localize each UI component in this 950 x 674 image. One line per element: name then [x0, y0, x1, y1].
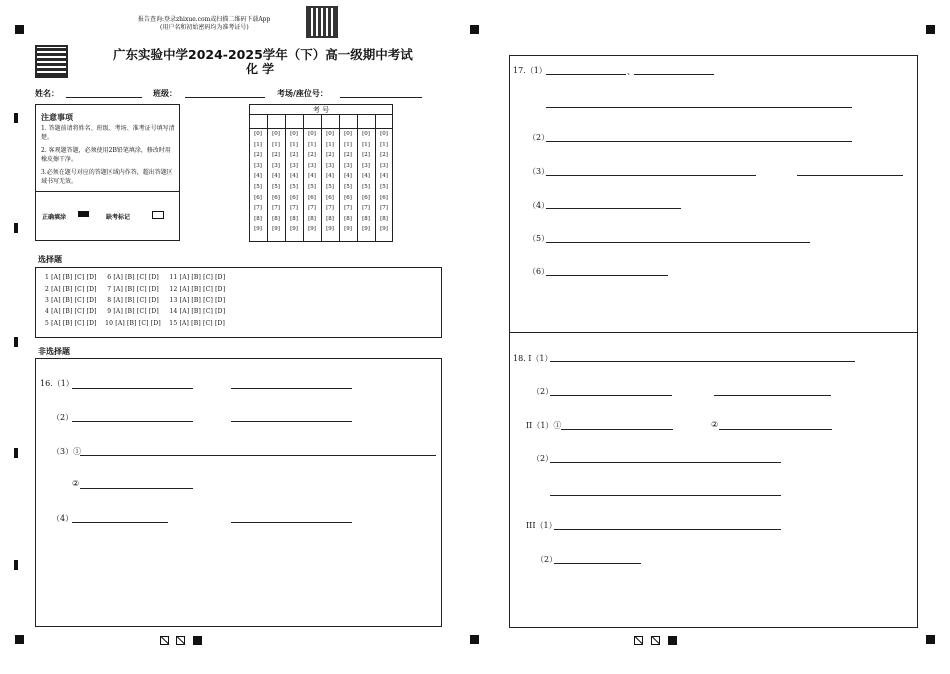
exam-digit-bubble[interactable]: [6]	[308, 194, 316, 201]
exam-digit-bubble[interactable]: [0]	[308, 131, 316, 137]
exam-subject: 化 学	[246, 62, 275, 76]
exam-digit-bubble[interactable]: [0]	[344, 131, 352, 137]
exam-digit-bubble[interactable]: [7]	[308, 205, 316, 212]
exam-digit-bubble[interactable]: [4]	[290, 173, 298, 180]
q16-1-blank-a[interactable]	[72, 388, 193, 389]
q17-3-blank-b[interactable]	[797, 175, 903, 176]
exam-digit-bubble[interactable]: [2]	[290, 152, 298, 159]
q18-iii2-label: （2）	[536, 555, 558, 564]
exam-digit-bubble[interactable]: [4]	[362, 173, 370, 180]
class-label: 班级：	[153, 89, 177, 98]
exam-digit-bubble[interactable]: [7]	[326, 205, 334, 212]
q18-ii1-label: II（1）①	[526, 421, 562, 430]
exam-digit-bubble[interactable]: [5]	[326, 184, 334, 190]
exam-digit-bubble[interactable]: [5]	[290, 184, 298, 190]
choice-row[interactable]: 1 [A] [B] [C] [D] 6 [A] [B] [C] [D] 11 [A] [B] [C] [D]	[45, 274, 226, 281]
exam-digit-bubble[interactable]: [5]	[308, 184, 316, 190]
page-mark-diag	[176, 636, 185, 645]
exam-digit-bubble[interactable]: [9]	[326, 226, 334, 233]
exam-digit-bubble[interactable]: [8]	[272, 215, 280, 222]
exam-digit-bubble[interactable]: [2]	[344, 152, 352, 159]
exam-digit-bubble[interactable]: [6]	[326, 194, 334, 201]
exam-digit-bubble[interactable]: [8]	[290, 215, 298, 222]
q17-3-blank-a[interactable]	[546, 175, 756, 176]
exam-digit-bubble[interactable]: [4]	[254, 173, 262, 180]
q16-2-label: （2）	[52, 413, 74, 422]
q16-3-blank-b[interactable]	[80, 488, 193, 489]
exam-digit-bubble[interactable]: [2]	[272, 152, 280, 159]
exam-digit-bubble[interactable]: [1]	[380, 141, 388, 148]
report-notice: 报告查询:登录zhixue.com或扫描二维码下载App	[138, 16, 271, 23]
exam-digit-bubble[interactable]: [8]	[254, 215, 262, 222]
q17-3-label: （3）	[528, 167, 550, 176]
q17-5-blank[interactable]	[546, 242, 810, 243]
q18-ii1-blank-b[interactable]	[719, 429, 832, 430]
q18-i2-blank-b[interactable]	[714, 395, 831, 396]
instruction-item: 3.必须在题号对应的答题区域内作答，超出答题区域书写无效。	[41, 169, 173, 185]
side-tick	[14, 560, 18, 570]
corner-mark-tl	[15, 25, 24, 34]
choice-row[interactable]: 3 [A] [B] [C] [D] 8 [A] [B] [C] [D] 13 [A] [B] [C] [D]	[45, 297, 226, 304]
exam-digit-bubble[interactable]: [3]	[272, 162, 280, 169]
side-tick	[14, 223, 18, 233]
q18-answer-box	[509, 332, 918, 628]
q17-4-label: （4）	[528, 201, 550, 210]
exam-digit-bubble[interactable]: [9]	[308, 226, 316, 233]
exam-digit-bubble[interactable]: [7]	[290, 205, 298, 212]
exam-digit-bubble[interactable]: [7]	[254, 205, 262, 212]
exam-digit-bubble[interactable]: [8]	[308, 215, 316, 222]
q16-2-blank-a[interactable]	[72, 421, 193, 422]
exam-digit-bubble[interactable]: [2]	[326, 152, 334, 159]
page-mark-diag	[634, 636, 643, 645]
corner-mark-bl	[15, 635, 24, 644]
exam-digit-bubble[interactable]: [8]	[362, 215, 370, 222]
corner-mark-bm	[470, 635, 479, 644]
exam-digit-bubble[interactable]: [8]	[344, 215, 352, 222]
exam-digit-bubble[interactable]: [5]	[272, 184, 280, 190]
q18-i2-blank-a[interactable]	[550, 395, 672, 396]
exam-digit-bubble[interactable]: [6]	[344, 194, 352, 201]
q18-iii2-blank[interactable]	[554, 563, 641, 564]
q17-1-blank-b[interactable]	[634, 74, 714, 75]
exam-title: 广东实验中学2024-2025学年（下）高一级期中考试	[113, 47, 413, 62]
exam-digit-bubble[interactable]: [9]	[272, 226, 280, 233]
q18-ii2-blank-b[interactable]	[550, 495, 781, 496]
exam-digit-bubble[interactable]: [5]	[380, 184, 388, 190]
exam-digit-bubble[interactable]: [2]	[362, 152, 370, 159]
q17-1-blank-a[interactable]	[546, 74, 626, 75]
exam-digit-bubble[interactable]: [5]	[362, 184, 370, 190]
q18-i2-label: （2）	[532, 387, 554, 396]
q17-1-separator: 、	[627, 67, 635, 76]
page-mark-diag	[651, 636, 660, 645]
exam-digit-bubble[interactable]: [4]	[380, 173, 388, 180]
exam-digit-bubble[interactable]: [3]	[380, 162, 388, 169]
choice-row[interactable]: 2 [A] [B] [C] [D] 7 [A] [B] [C] [D] 12 [A] [B] [C] [D]	[45, 286, 226, 293]
exam-digit-bubble[interactable]: [7]	[272, 205, 280, 212]
exam-digit-bubble[interactable]: [4]	[308, 173, 316, 180]
report-notice-sub: (用户名和初始密码均为准考证号)	[160, 24, 249, 31]
exam-digit-bubble[interactable]: [1]	[272, 141, 280, 148]
q17-4-blank[interactable]	[546, 208, 681, 209]
corner-mark-tm	[470, 25, 479, 34]
exam-digit-bubble[interactable]: [1]	[362, 141, 370, 148]
q18-ii2-blank-a[interactable]	[550, 462, 781, 463]
instruction-item: 2. 客观题答题，必须使用2B铅笔填涂，修改时用橡皮擦干净。	[41, 147, 171, 163]
exam-digit-bubble[interactable]: [8]	[380, 215, 388, 222]
q17-label: 17.（1）	[513, 66, 547, 75]
q16-label: 16.（1）	[40, 379, 74, 388]
q18-ii1-sub-label: ②	[711, 420, 719, 429]
q16-2-blank-b[interactable]	[231, 421, 352, 422]
exam-digit-bubble[interactable]: [0]	[326, 131, 334, 137]
page-mark-filled	[193, 636, 202, 645]
side-tick	[14, 337, 18, 347]
exam-digit-bubble[interactable]: [0]	[362, 131, 370, 137]
correct-fill-sample	[78, 211, 89, 217]
absent-mark-label: 缺考标记	[106, 214, 131, 221]
q17-5-label: （5）	[528, 234, 550, 243]
exam-digit-bubble[interactable]: [2]	[380, 152, 388, 159]
exam-digit-bubble[interactable]: [6]	[254, 194, 262, 201]
exam-digit-bubble[interactable]: [6]	[362, 194, 370, 201]
exam-digit-bubble[interactable]: [1]	[254, 141, 262, 148]
exam-digit-bubble[interactable]: [6]	[380, 194, 388, 201]
exam-digit-bubble[interactable]: [6]	[272, 194, 280, 201]
q16-4-blank-a[interactable]	[72, 522, 168, 523]
exam-digit-bubble[interactable]: [0]	[380, 131, 388, 137]
side-tick	[14, 448, 18, 458]
exam-digit-bubble[interactable]: [6]	[290, 194, 298, 201]
choice-row[interactable]: 4 [A] [B] [C] [D] 9 [A] [B] [C] [D] 14 [A] [B] [C] [D]	[45, 308, 226, 315]
seat-label: 考场/座位号：	[277, 89, 328, 98]
exam-digit-bubble[interactable]: [4]	[326, 173, 334, 180]
q16-3-label: （3）①	[52, 447, 82, 456]
q18-ii1-blank-a[interactable]	[561, 429, 673, 430]
exam-digit-bubble[interactable]: [5]	[344, 184, 352, 190]
q18-iii1-label: III（1）	[526, 521, 557, 530]
page-mark-filled	[668, 636, 677, 645]
side-tick	[14, 113, 18, 123]
exam-digit-bubble[interactable]: [7]	[344, 205, 352, 212]
q16-3-sub-label: ②	[72, 479, 80, 488]
exam-digit-bubble[interactable]: [2]	[308, 152, 316, 159]
class-field[interactable]	[185, 97, 265, 98]
exam-digit-bubble[interactable]: [9]	[362, 226, 370, 233]
q17-6-blank[interactable]	[546, 275, 668, 276]
nonchoice-section-title: 非选择题	[38, 347, 70, 356]
corner-mark-br	[926, 635, 935, 644]
q18-label: 18. I（1）	[513, 354, 553, 363]
exam-digit-bubble[interactable]: [7]	[380, 205, 388, 212]
correct-fill-label: 正确填涂	[42, 214, 67, 221]
q16-1-blank-b[interactable]	[231, 388, 352, 389]
exam-digit-bubble[interactable]: [9]	[380, 226, 388, 233]
q16-4-label: （4）	[52, 514, 74, 523]
instructions-title: 注意事项	[41, 113, 73, 122]
exam-number-title: 考 号	[312, 106, 330, 114]
exam-digit-bubble[interactable]: [1]	[290, 141, 298, 148]
q16-answer-box	[35, 358, 442, 627]
q17-2-blank[interactable]	[546, 141, 852, 142]
exam-digit-bubble[interactable]: [3]	[254, 162, 262, 169]
exam-digit-bubble[interactable]: [1]	[326, 141, 334, 148]
q16-4-blank-b[interactable]	[231, 522, 352, 523]
q18-iii1-blank[interactable]	[554, 529, 781, 530]
q17-2-label: （2）	[528, 133, 550, 142]
instruction-item: 1. 答题前请将姓名、班级、考场、准考证号填写清楚。	[41, 125, 175, 141]
qr-code-top	[306, 6, 338, 38]
exam-digit-bubble[interactable]: [0]	[254, 131, 262, 137]
absent-mark-box[interactable]	[152, 211, 164, 219]
exam-digit-bubble[interactable]: [3]	[290, 162, 298, 169]
exam-digit-bubble[interactable]: [9]	[290, 226, 298, 233]
exam-digit-bubble[interactable]: [8]	[326, 215, 334, 222]
q17-answer-box	[509, 55, 918, 333]
q16-3-blank-a[interactable]	[80, 455, 436, 456]
exam-digit-bubble[interactable]: [3]	[308, 162, 316, 169]
qr-code-left	[35, 45, 68, 78]
exam-digit-bubble[interactable]: [5]	[254, 184, 262, 190]
exam-digit-bubble[interactable]: [3]	[344, 162, 352, 169]
exam-digit-bubble[interactable]: [2]	[254, 152, 262, 159]
q18-i1-blank[interactable]	[550, 361, 855, 362]
seat-field[interactable]	[340, 97, 422, 98]
instructions-divider	[35, 191, 180, 192]
exam-digit-bubble[interactable]: [9]	[344, 226, 352, 233]
exam-digit-bubble[interactable]: [1]	[308, 141, 316, 148]
name-label: 姓名：	[35, 89, 59, 98]
q17-1-blank-c[interactable]	[546, 107, 852, 108]
exam-digit-bubble[interactable]: [3]	[362, 162, 370, 169]
q17-6-label: （6）	[528, 267, 550, 276]
exam-digit-bubble[interactable]: [7]	[362, 205, 370, 212]
exam-digit-bubble[interactable]: [1]	[344, 141, 352, 148]
page-mark-diag	[160, 636, 169, 645]
corner-mark-tr	[926, 25, 935, 34]
exam-digit-bubble[interactable]: [0]	[272, 131, 280, 137]
exam-digit-bubble[interactable]: [4]	[344, 173, 352, 180]
exam-digit-bubble[interactable]: [3]	[326, 162, 334, 169]
choice-section-title: 选择题	[38, 255, 62, 264]
exam-digit-bubble[interactable]: [9]	[254, 226, 262, 233]
q18-ii2-label: （2）	[532, 454, 554, 463]
exam-digit-bubble[interactable]: [0]	[290, 131, 298, 137]
choice-row[interactable]: 5 [A] [B] [C] [D] 10 [A] [B] [C] [D] 15 [A] [B] [C] [D]	[45, 320, 226, 327]
exam-digit-bubble[interactable]: [4]	[272, 173, 280, 180]
name-field[interactable]	[66, 97, 142, 98]
